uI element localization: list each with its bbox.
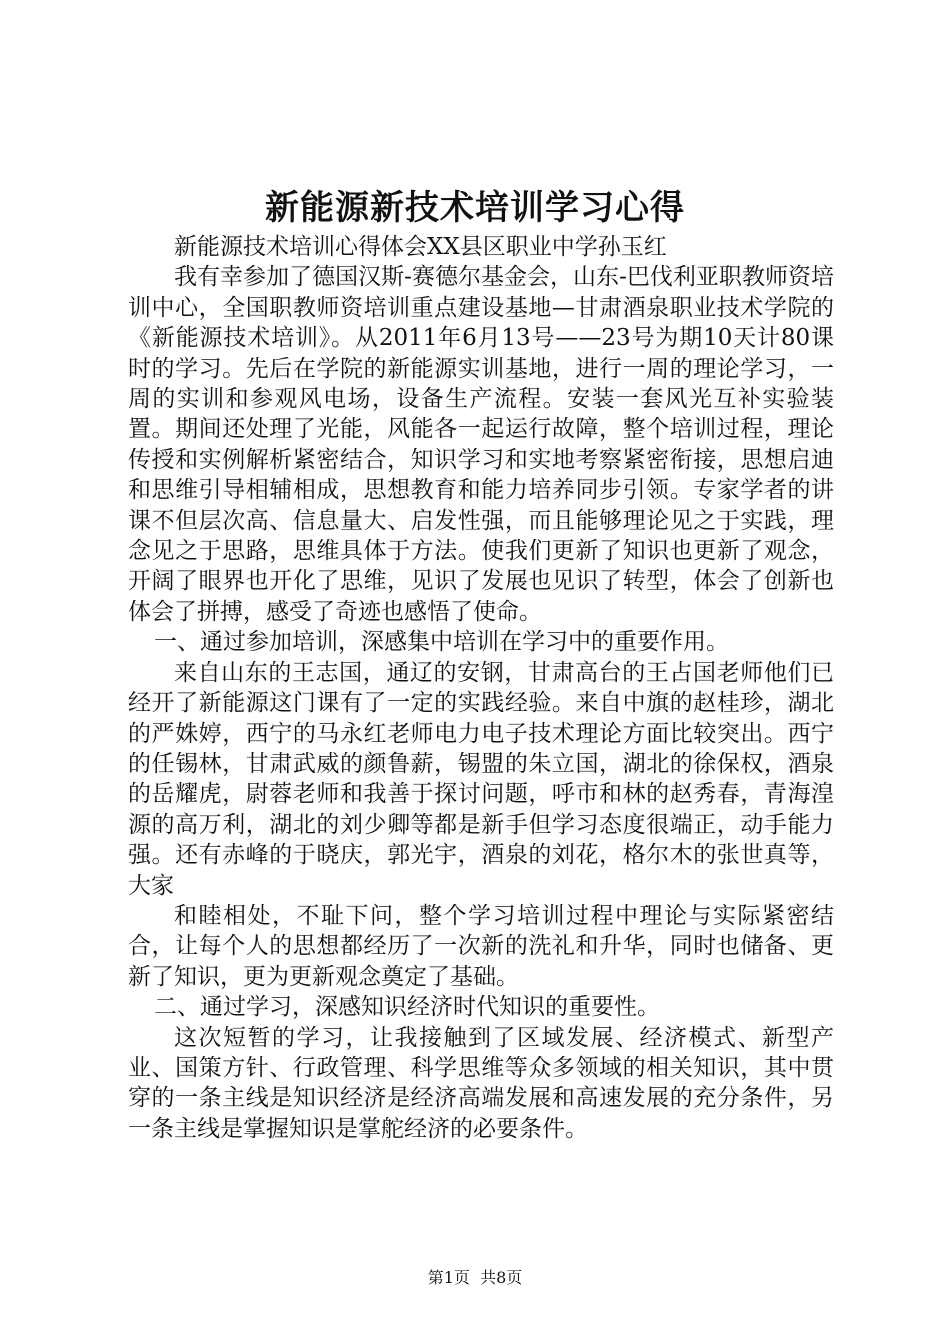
body-paragraph: 我有幸参加了德国汉斯-赛德尔基金会，山东-巴伐利亚职教师资培训中心，全国职教师资培训重点建设基地—甘肃酒泉职业技术学院的《新能源技术培训》。从2011年6月13号——23号为期10天计80课时的学习。先后在学院的新能源实训基地，进行一周的理论学习，一周的实训和参观风电场，设备生产流程。安装一套风光互补实验装置。期间还处理了光能，风能各一起运行故障，整个培训过程，理论传授和实例解析紧密结合，知识学习和实地考察紧密衔接，思想启迪和思维引导相辅相成，思想教育和能力培养同步引领。专家学者的讲课不但层次高、信息量大、启发性强，而且能够理论见之于实践，理念见之于思路，思维具体于方法。使我们更新了知识也更新了观念，开阔了眼界也开化了思维，见识了发展也见识了转型，体会了创新也体会了拼搏，感受了奇迹也感悟了使命。 — [128, 264, 834, 625]
page-footer — [0, 1268, 950, 1288]
byline-paragraph: 新能源技术培训心得体会XX县区职业中学孙玉红 — [174, 234, 667, 260]
document-title: 新能源新技术培训学习心得 — [265, 188, 685, 228]
section-heading-2: 二、通过学习，深感知识经济时代知识的重要性。 — [154, 994, 660, 1021]
section-heading-1: 一、通过参加培训，深感集中培训在学习中的重要作用。 — [154, 629, 729, 656]
document-body — [128, 232, 834, 1144]
body-paragraph: 这次短暂的学习，让我接触到了区域发展、经济模式、新型产业、国策方针、行政管理、科学思维等众多领域的相关知识，其中贯穿的一条主线是知识经济是经济高端发展和高速发展的充分条件，另一条主线是掌握知识是掌舵经济的必要条件。 — [128, 1024, 834, 1142]
body-paragraph: 和睦相处，不耻下问，整个学习培训过程中理论与实际紧密结合，让每个人的思想都经历了一次新的洗礼和升华，同时也储备、更新了知识，更为更新观念奠定了基础。 — [128, 902, 834, 990]
body-paragraph: 来自山东的王志国，通辽的安钢，甘肃高台的王占国老师他们已经开了新能源这门课有了一定的实践经验。来自中旗的赵桂珍，湖北的严姝婷，西宁的马永红老师电力电子技术理论方面比较突出。西宁的任锡林，甘肃武威的颜鲁薪，锡盟的朱立国，湖北的徐保权，酒泉的岳耀虎，尉蓉老师和我善于探讨问题，呼市和林的赵秀春，青海湟源的高万利，湖北的刘少卿等都是新手但学习态度很端正，动手能力强。还有赤峰的于晓庆，郭光宇，酒泉的刘花，格尔木的张世真等，大家 — [128, 659, 834, 899]
page-number-label: 第1页 共8页 — [427, 1268, 523, 1287]
